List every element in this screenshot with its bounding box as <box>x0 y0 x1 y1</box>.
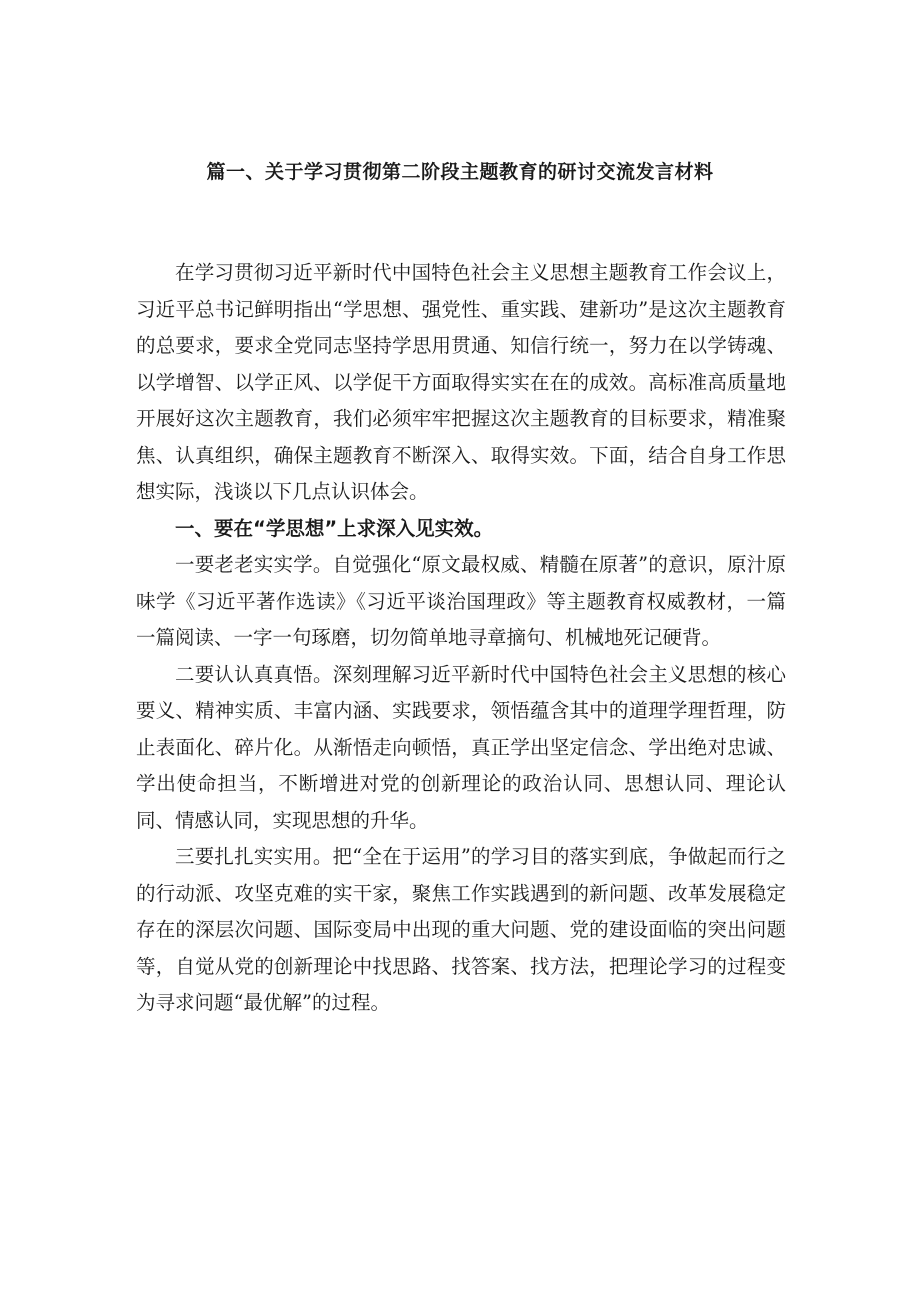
intro-paragraph: 在学习贯彻习近平新时代中国特色社会主义思想主题教育工作会议上，习近平总书记鲜明指出“学思想、强党性、重实践、建新功”是这次主题教育的总要求，要求全党同志坚持学思用贯通、知信行统一，努力在以学铸魂、以学增智、以学正风、以学促干方面取得实实在在的成效。高标准高质量地开展好这次主题教育，我们必须牢牢把握这次主题教育的目标要求，精准聚焦、认真组织，确保主题教育不断深入、取得实效。下面，结合自身工作思想实际，浅谈以下几点认识体会。 <box>136 261 786 503</box>
document-body <box>136 255 786 1022</box>
paragraph-study: 一要老老实实学。自觉强化“原文最权威、精髓在原著”的意识，原汁原味学《习近平著作选读》《习近平谈治国理政》等主题教育权威教材，一篇一篇阅读、一字一句琢磨，切勿简单地寻章摘句、机械地死记硬背。 <box>136 553 786 649</box>
paragraph-understand: 二要认认真真悟。深刻理解习近平新时代中国特色社会主义思想的核心要义、精神实质、丰富内涵、实践要求，领悟蕴含其中的道理学理哲理，防止表面化、碎片化。从渐悟走向顿悟，真正学出坚定信念、学出绝对忠诚、学出使命担当，不断增进对党的创新理论的政治认同、思想认同、理论认同、情感认同，实现思想的升华。 <box>136 662 786 832</box>
document-title: 篇一、关于学习贯彻第二阶段主题教育的研讨交流发言材料 <box>206 161 714 183</box>
section-heading: 一、要在“学思想”上求深入见实效。 <box>175 516 494 540</box>
paragraph-apply: 三要扎扎实实用。把“全在于运用”的学习目的落实到底，争做起而行之的行动派、攻坚克难的实干家，聚焦工作实践遇到的新问题、改革发展稳定存在的深层次问题、国际变局中出现的重大问题、党的建设面临的突出问题等，自觉从党的创新理论中找思路、找答案、找方法，把理论学习的过程变为寻求问题“最优解”的过程。 <box>136 845 786 1014</box>
